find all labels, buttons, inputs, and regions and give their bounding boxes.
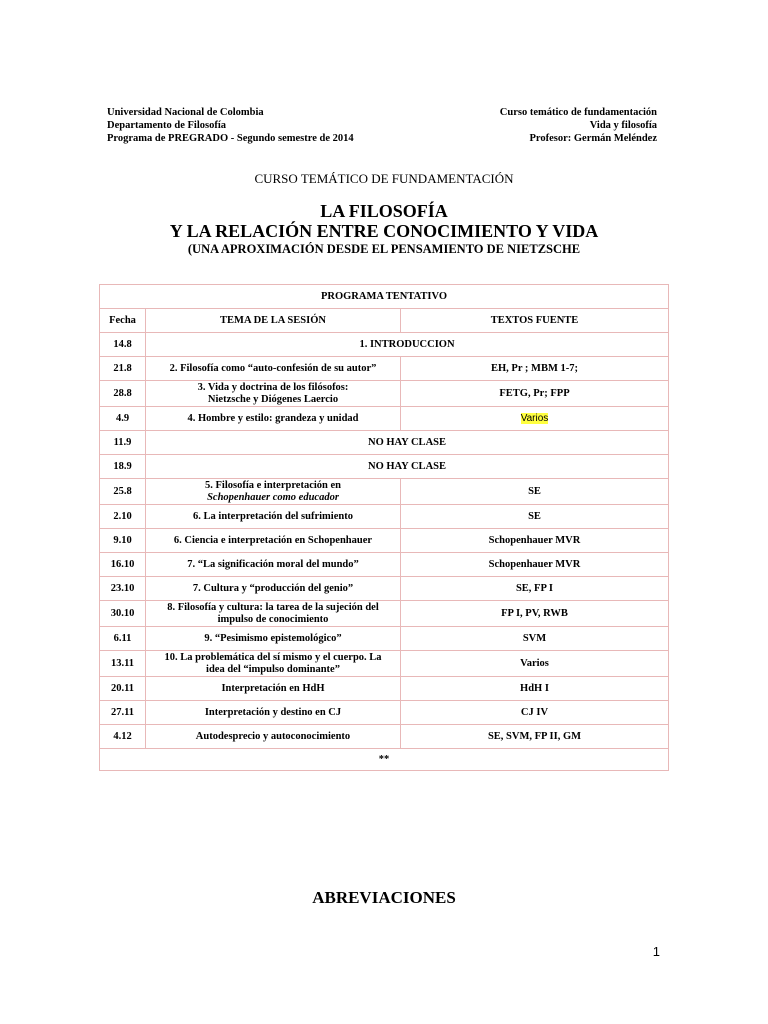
table-row: [100, 529, 669, 553]
row-date: 20.11: [100, 677, 146, 701]
department-name: Departamento de Filosofía: [107, 120, 226, 131]
professor-name: Profesor: Germán Meléndez: [529, 133, 657, 144]
table-row: [100, 431, 669, 455]
table-row: [100, 505, 669, 529]
table-row: [100, 725, 669, 749]
table-row: [100, 627, 669, 651]
row-sources: [401, 407, 669, 431]
table-row: [100, 553, 669, 577]
table-row: [100, 701, 669, 725]
row-topic: 7. “La significación moral del mundo”: [146, 553, 401, 577]
abbreviations-heading: ABREVIACIONES: [312, 888, 456, 907]
header-right: [500, 106, 657, 145]
table-row: [100, 357, 669, 381]
row-date: 21.8: [100, 357, 146, 381]
table-caption-row: [100, 285, 669, 309]
row-topic: 4. Hombre y estilo: grandeza y unidad: [146, 407, 401, 431]
table-footer: **: [100, 749, 669, 771]
table-caption: PROGRAMA TENTATIVO: [100, 285, 669, 309]
table-row: [100, 577, 669, 601]
row-sources: FP I, PV, RWB: [401, 601, 669, 627]
subtitle: (UNA APROXIMACIÓN DESDE EL PENSAMIENTO DE NIETZSCHE: [187, 242, 581, 256]
row-date: 27.11: [100, 701, 146, 725]
row-topic-line-2: idea del “impulso dominante”: [206, 663, 340, 675]
table-row: [100, 651, 669, 677]
program-table: [99, 284, 669, 771]
course-heading: CURSO TEMÁTICO DE FUNDAMENTACIÓN: [254, 171, 514, 186]
table-row: [100, 381, 669, 407]
table-row: [100, 407, 669, 431]
row-date: 4.12: [100, 725, 146, 749]
row-topic: Interpretación y destino en CJ: [146, 701, 401, 725]
row-sources: SE: [401, 505, 669, 529]
row-date: 13.11: [100, 651, 146, 677]
row-topic: NO HAY CLASE: [146, 431, 669, 455]
row-topic: [146, 381, 401, 407]
row-topic-line-2: Nietzsche y Diógenes Laercio: [207, 393, 339, 405]
row-topic: 1. INTRODUCCION: [146, 333, 669, 357]
header-tema: TEMA DE LA SESIÓN: [146, 309, 401, 333]
row-date: 18.9: [100, 455, 146, 479]
table-row: [100, 601, 669, 627]
row-date: 6.11: [100, 627, 146, 651]
header-fecha: Fecha: [100, 309, 146, 333]
row-topic: 6. Ciencia e interpretación en Schopenhauer: [146, 529, 401, 553]
highlighted-sources: Varios: [520, 412, 549, 424]
university-name: Universidad Nacional de Colombia: [107, 107, 264, 118]
row-topic: [146, 651, 401, 677]
row-date: 9.10: [100, 529, 146, 553]
course-name: Vida y filosofía: [589, 120, 657, 131]
course-type: Curso temático de fundamentación: [499, 107, 657, 118]
table-row: [100, 479, 669, 505]
row-topic-line-1: 8. Filosofía y cultura: la tarea de la sujeción del: [167, 601, 379, 613]
row-sources: SE, SVM, FP II, GM: [401, 725, 669, 749]
table-header-row: [100, 309, 669, 333]
row-topic: 2. Filosofía como “auto-confesión de su autor”: [146, 357, 401, 381]
table-row: [100, 455, 669, 479]
row-sources: EH, Pr ; MBM 1-7;: [401, 357, 669, 381]
row-date: 2.10: [100, 505, 146, 529]
row-sources: SE: [401, 479, 669, 505]
table-footer-row: [100, 749, 669, 771]
row-topic: 6. La interpretación del sufrimiento: [146, 505, 401, 529]
table-row: [100, 677, 669, 701]
row-sources: HdH I: [401, 677, 669, 701]
row-topic: 7. Cultura y “producción del genio”: [146, 577, 401, 601]
row-topic: [146, 601, 401, 627]
row-sources: SE, FP I: [401, 577, 669, 601]
row-date: 28.8: [100, 381, 146, 407]
header-textos: TEXTOS FUENTE: [401, 309, 669, 333]
table-row: [100, 333, 669, 357]
row-topic: Autodesprecio y autoconocimiento: [146, 725, 401, 749]
row-topic-line-1: 3. Vida y doctrina de los filósofos:: [197, 381, 349, 393]
program-name: Programa de PREGRADO - Segundo semestre de 2014: [107, 133, 354, 144]
title-line-2: Y LA RELACIÓN ENTRE CONOCIMIENTO Y VIDA: [169, 221, 599, 241]
row-date: 14.8: [100, 333, 146, 357]
row-date: 16.10: [100, 553, 146, 577]
row-sources: Varios: [401, 651, 669, 677]
row-date: 23.10: [100, 577, 146, 601]
row-date: 11.9: [100, 431, 146, 455]
row-date: 25.8: [100, 479, 146, 505]
row-topic: NO HAY CLASE: [146, 455, 669, 479]
row-date: 4.9: [100, 407, 146, 431]
row-sources: FETG, Pr; FPP: [401, 381, 669, 407]
row-topic: 9. “Pesimismo epistemológico”: [146, 627, 401, 651]
row-topic: [146, 479, 401, 505]
row-topic: Interpretación en HdH: [146, 677, 401, 701]
row-sources: CJ IV: [401, 701, 669, 725]
row-topic-line-1: 5. Filosofía e interpretación en: [205, 479, 341, 491]
page-number: 1: [652, 944, 660, 959]
row-sources: Schopenhauer MVR: [401, 529, 669, 553]
row-date: 30.10: [100, 601, 146, 627]
title-line-1: LA FILOSOFÍA: [320, 201, 448, 221]
row-topic-line-2: Schopenhauer como educador: [207, 491, 339, 503]
row-sources: SVM: [401, 627, 669, 651]
row-sources: Schopenhauer MVR: [401, 553, 669, 577]
row-topic-line-2: impulso de conocimiento: [217, 613, 329, 625]
row-topic-line-1: 10. La problemática del sí mismo y el cuerpo. La: [164, 651, 382, 663]
header-left: [107, 106, 354, 145]
